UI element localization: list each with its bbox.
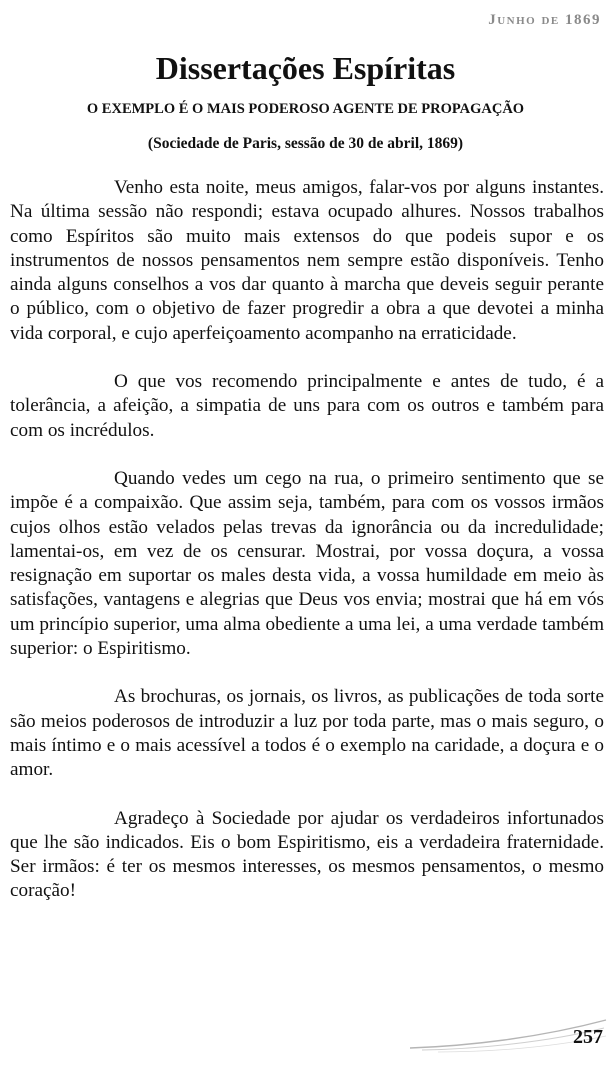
running-head: Junho de 1869: [488, 12, 601, 28]
article-body: [10, 176, 604, 928]
paragraph-5: Agradeço à Sociedade por ajudar os verdadeiros infortunados que lhe são indicados. Eis o bom Espiritismo, eis a verdadeira fraternidade. Ser irmãos: é ter os mesmos interesses, os mesmos pensamentos, o mesmo coração!: [10, 807, 604, 902]
paragraph-2: O que vos recomendo principalmente e antes de tudo, é a tolerância, a afeição, a simpatia de uns para com os outros e também para com os incrédulos.: [10, 371, 604, 441]
paragraph-3: Quando vedes um cego na rua, o primeiro sentimento que se impõe é a compaixão. Que assim seja, também, para com os vossos irmãos cujos olhos estão velados pelas trevas da ignorância ou da incredulidade; lamentai-os, em vez de os censurar. Mostrai, por vossa doçura, a vossa resignação em suportar os males desta vida, a vossa humildade em meio às satisfações, vantagens e alegrias que Deus vos envia; mostrai que há em vós um princípio superior, uma alma obediente a uma lei, a uma verdade também superior: o Espiritismo.: [10, 467, 604, 660]
paragraph-1: Venho esta noite, meus amigos, falar-vos por alguns instantes. Na última sessão não respondi; estava ocupado alhures. Nossos trabalhos como Espíritos são muito mais extensos do que podeis supor e os instrumentos de nossos pensamentos nem sempre estão disponíveis. Tenho ainda alguns conselhos a vos dar quanto à marcha que deveis seguir perante o público, com o objetivo de fazer progredir a obra a que devotei a minha vida corporal, e cujo aperfeiçoamento acompanho na erraticidade.: [10, 177, 604, 344]
page-number: 257: [573, 1026, 603, 1048]
session-info: (Sociedade de Paris, sessão de 30 de abril, 1869): [147, 135, 464, 152]
article-subtitle: O EXEMPLO É O MAIS PODEROSO AGENTE DE PROPAGAÇÃO: [86, 101, 525, 117]
paragraph-4: As brochuras, os jornais, os livros, as publicações de toda sorte são meios poderosos de introduzir a luz por toda parte, mas o mais seguro, o mais íntimo e o mais acessível a todos é o exemplo na caridade, a doçura e o amor.: [10, 686, 604, 781]
page-title: Dissertações Espíritas: [155, 50, 456, 86]
